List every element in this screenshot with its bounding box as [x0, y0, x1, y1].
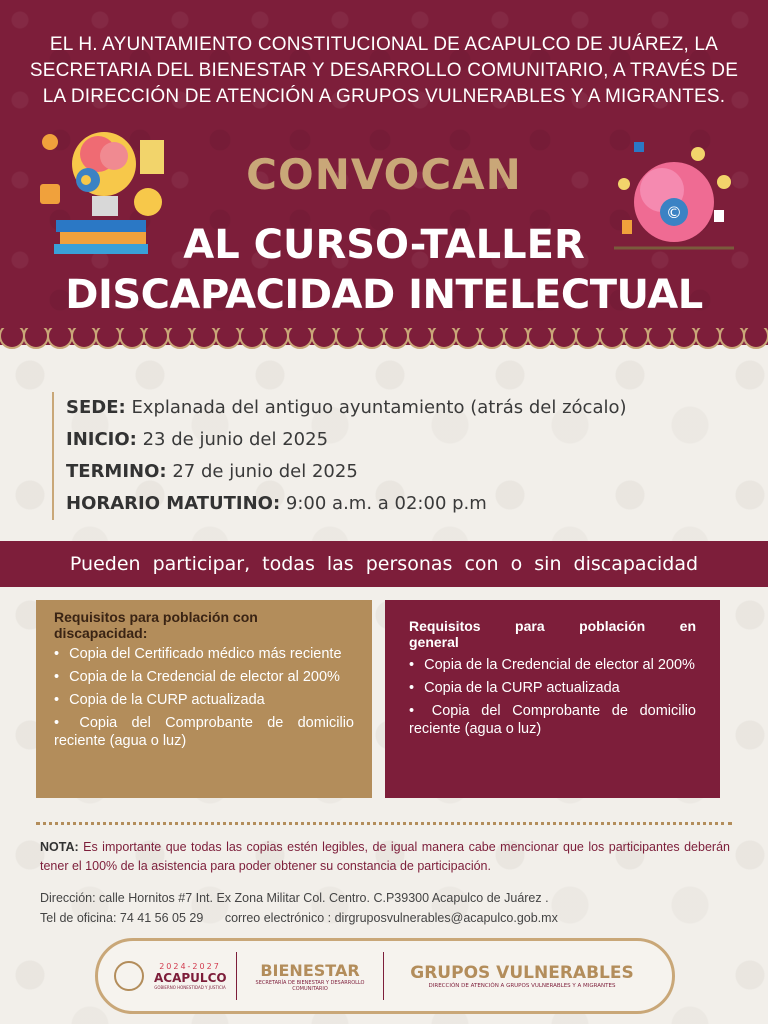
inicio-label: INICIO:	[66, 429, 137, 450]
sede-row	[66, 392, 732, 424]
list-item: • Copia de la CURP actualizada	[54, 691, 354, 709]
list-item: • Copia de la Credencial de elector al 200%	[409, 656, 696, 674]
termino-label: TERMINO:	[66, 461, 167, 482]
note-text: Es importante que todas las copias estén legibles, de igual manera cabe mencionar que los participantes deberán tener el 100% de la asistencia para poder obtener su constancia de participación.	[40, 840, 730, 873]
event-details	[52, 392, 732, 520]
participation-banner: Pueden participar, todas las personas con o sin discapacidad	[0, 541, 768, 587]
horario-row	[66, 488, 732, 520]
bienestar-name: BIENESTAR	[260, 960, 360, 980]
sede-value: Explanada del antiguo ayuntamiento (atrás del zócalo)	[131, 397, 627, 418]
list-item: • Copia del Certificado médico más reciente	[54, 645, 354, 663]
requirements-disability-title: Requisitos para población con discapacidad:	[54, 609, 258, 641]
grupos-vulnerables-name: GRUPOS VULNERABLES	[410, 963, 634, 983]
bienestar-sub: SECRETARÍA DE BIENESTAR Y DESARROLLO COMUNITARIO	[255, 979, 365, 992]
footer-logos	[95, 938, 675, 1014]
requirements-general-box	[385, 600, 720, 798]
address-line: Dirección: calle Hornitos #7 Int. Ex Zona Militar Col. Centro. C.P39300 Acapulco de Juárez .	[40, 891, 549, 905]
city-seal-icon	[114, 961, 144, 991]
scalloped-divider	[0, 328, 768, 358]
list-item: • Copia del Comprobante de domicilio reciente (agua o luz)	[54, 714, 354, 750]
contact-email[interactable]: correo electrónico : dirgruposvulnerables@acapulco.gob.mx	[224, 911, 558, 925]
list-item: • Copia de la CURP actualizada	[409, 679, 696, 697]
dotted-divider	[36, 822, 732, 825]
convocan-heading: CONVOCAN	[246, 150, 522, 199]
horario-value: 9:00 a.m. a 02:00 p.m	[285, 493, 487, 514]
requirements-disability-list	[54, 645, 354, 750]
list-item: • Copia del Comprobante de domicilio reciente (agua o luz)	[409, 702, 696, 738]
footer-separator	[236, 952, 237, 1000]
svg-text:©: ©	[666, 203, 682, 222]
grupos-vulnerables-logo	[394, 963, 650, 989]
acapulco-logo-top: 2024-2027	[159, 962, 221, 971]
acapulco-logo	[154, 962, 226, 990]
inicio-row	[66, 424, 732, 456]
institution-text: EL H. AYUNTAMIENTO CONSTITUCIONAL DE ACAPULCO DE JUÁREZ, LA SECRETARIA DEL BIENESTAR Y DESARROLLO COMUNITARIO, A TRAVÉS DE LA DIRECCIÓN DE ATENCIÓN A GRUPOS VULNERABLES Y A MIGRANTES.	[29, 34, 739, 107]
course-title-line1: AL CURSO-TALLER	[183, 222, 585, 268]
office-phone: Tel de oficina: 74 41 56 05 29	[40, 911, 204, 925]
grupos-vulnerables-sub: DIRECCIÓN DE ATENCIÓN A GRUPOS VULNERABLES Y A MIGRANTES	[428, 983, 616, 989]
list-item: • Copia de la Credencial de elector al 200%	[54, 668, 354, 686]
note-paragraph	[40, 838, 730, 876]
header-section	[0, 0, 768, 345]
termino-value: 27 de junio del 2025	[172, 461, 358, 482]
horario-label: HORARIO MATUTINO:	[66, 493, 281, 514]
requirements-disability-box	[36, 600, 372, 798]
note-label: NOTA:	[40, 840, 79, 854]
bienestar-logo	[247, 961, 373, 992]
acapulco-logo-name: ACAPULCO	[154, 971, 227, 985]
inicio-value: 23 de junio del 2025	[142, 429, 329, 450]
termino-row	[66, 456, 732, 488]
requirements-general-list	[409, 656, 696, 738]
phone-email-line	[40, 908, 730, 928]
footer-separator	[383, 952, 384, 1000]
sede-label: SEDE:	[66, 397, 126, 418]
acapulco-logo-sub: GOBIERNO HONESTIDAD Y JUSTICIA	[154, 985, 226, 990]
requirements-general-title: Requisitos para población en general	[409, 618, 696, 650]
course-title-line2: DISCAPACIDAD INTELECTUAL	[65, 272, 703, 318]
contact-info	[40, 888, 730, 928]
